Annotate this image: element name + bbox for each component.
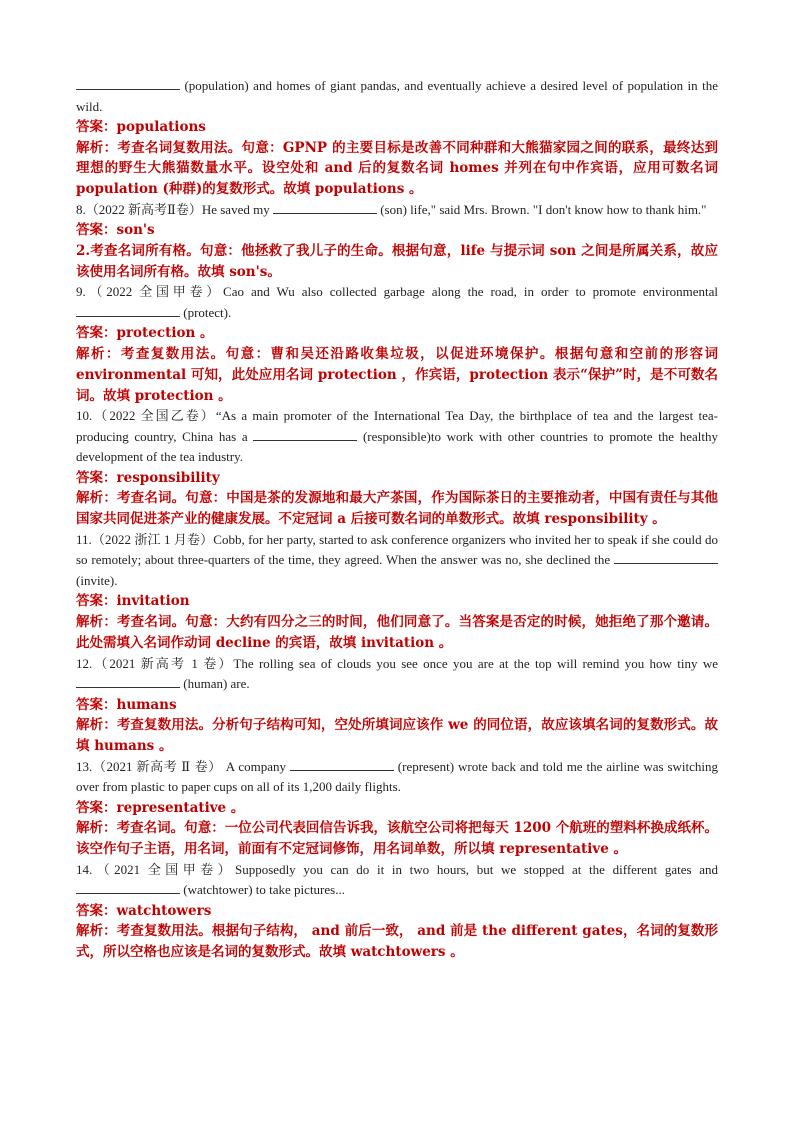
- explanation-13: 解析：考查名词。句意：一位公司代表回信告诉我，该航空公司将把每天 1200 个航班的塑料杯换成纸杯。该空作句子主语，用名词，前面有不定冠词修饰，用名词单数，所以填 representative 。: [76, 820, 718, 857]
- explanation-14: 解析：考查复数用法。根据句子结构， and 前后一致， and 前是 the different gates，名词的复数形式，所以空格也应该是名词的复数形式。故填 watchtowers 。: [76, 923, 718, 961]
- answer-8: 答案：son's: [76, 222, 155, 239]
- explanation-8: 2.考查名词所有格。句意：他拯救了我儿子的生命。根据句意，life 与提示词 son 之间是所属关系，故应该使用名词所有格。故填 son's。: [76, 242, 718, 280]
- answer-blank[interactable]: [253, 428, 357, 441]
- answer-13: 答案：representative 。: [76, 799, 245, 816]
- answer-blank[interactable]: [76, 881, 180, 894]
- intro-question: [76, 76, 718, 117]
- explanation-12: 解析：考查复数用法。分析句子结构可知，空处所填词应该作 we 的同位语，故应该填名词的复数形式。故填 humans 。: [76, 717, 718, 754]
- explanation-10: 解析：考查名词。句意：中国是茶的发源地和最大产茶国，作为国际茶日的主要推动者，中国有责任与其他国家共同促进茶产业的健康发展。不定冠词 a 后接可数名词的单数形式。故填 responsibility 。: [76, 490, 718, 528]
- answer-blank[interactable]: [614, 551, 718, 564]
- answer-14: 答案：watchtowers: [76, 902, 212, 919]
- answer-blank[interactable]: [76, 675, 180, 688]
- explanation-11: 解析：考查名词。句意：大约有四分之三的时间，他们同意了。当答案是否定的时候，她拒绝了那个邀请。此处需填入名词作动词 decline 的宾语，故填 invitation 。: [76, 613, 718, 651]
- explanation-9: 解析：考查复数用法。句意：曹和吴还沿路收集垃圾，以促进环境保护。根据句意和空前的形容词 environmental 可知，此处应用名词 protection ，作宾语，protection 表示“保护”时，是不可数名词。故填 protection 。: [76, 345, 718, 404]
- answer-12: 答案：humans: [76, 696, 177, 713]
- answer-blank[interactable]: [290, 758, 394, 771]
- question-11: 11.（2022 浙江 1 月卷）Cobb, for her party, started to ask conference organizers who invited her to speak if she could do so remotely; about three-quarters of the time, they agreed. When the answer was no, she declined the (invite).: [76, 531, 718, 588]
- intro-question-text: (population) and homes of giant pandas, and eventually achieve a desired level of population in the wild.: [76, 78, 718, 114]
- intro-explanation: 解析：考查名词复数用法。句意：GPNP 的主要目标是改善不同种群和大熊猫家园之间的联系，最终达到理想的野生大熊猫数量水平。设空处和 and 后的复数名词 homes 并列在句中作宾语，应用可数名词 population (种群)的复数形式。故填 populations 。: [76, 139, 718, 198]
- answer-11: 答案：invitation: [76, 593, 190, 610]
- answer-10: 答案：responsibility: [76, 469, 220, 486]
- document-page: [76, 76, 718, 963]
- answer-blank[interactable]: [273, 201, 377, 214]
- intro-answer: 答案：populations: [76, 119, 206, 135]
- question-10: 10.（2022 全国乙卷）“As a main promoter of the International Tea Day, the birthplace of tea and the largest tea-producing country, China has a (responsible)to work with other countries to promote the healthy development of the tea industry.: [76, 408, 718, 465]
- answer-blank[interactable]: [76, 304, 180, 317]
- question-12: 12.（2021 新高考 1 卷）The rolling sea of clouds you see once you are at the top will remind you how tiny we (human) are.: [76, 655, 718, 692]
- question-13: 13.（2021 新高考 Ⅱ 卷） A company (represent) wrote back and told me the airline was switching over from plastic to paper cups on all of its 1,200 daily flights.: [76, 758, 718, 795]
- question-8: 8.（2022 新高考Ⅱ卷）He saved my (son) life," said Mrs. Brown. "I don't know how to thank him.": [76, 201, 707, 217]
- question-9: 9.（2022 全国甲卷）Cao and Wu also collected garbage along the road, in order to promote environmental (protect).: [76, 284, 718, 320]
- answer-9: 答案：protection 。: [76, 325, 214, 342]
- answer-blank[interactable]: [76, 77, 180, 90]
- question-14: 14.（2021 全国甲卷）Supposedly you can do it in two hours, but we stopped at the different gates and (watchtower) to take pictures...: [76, 861, 718, 898]
